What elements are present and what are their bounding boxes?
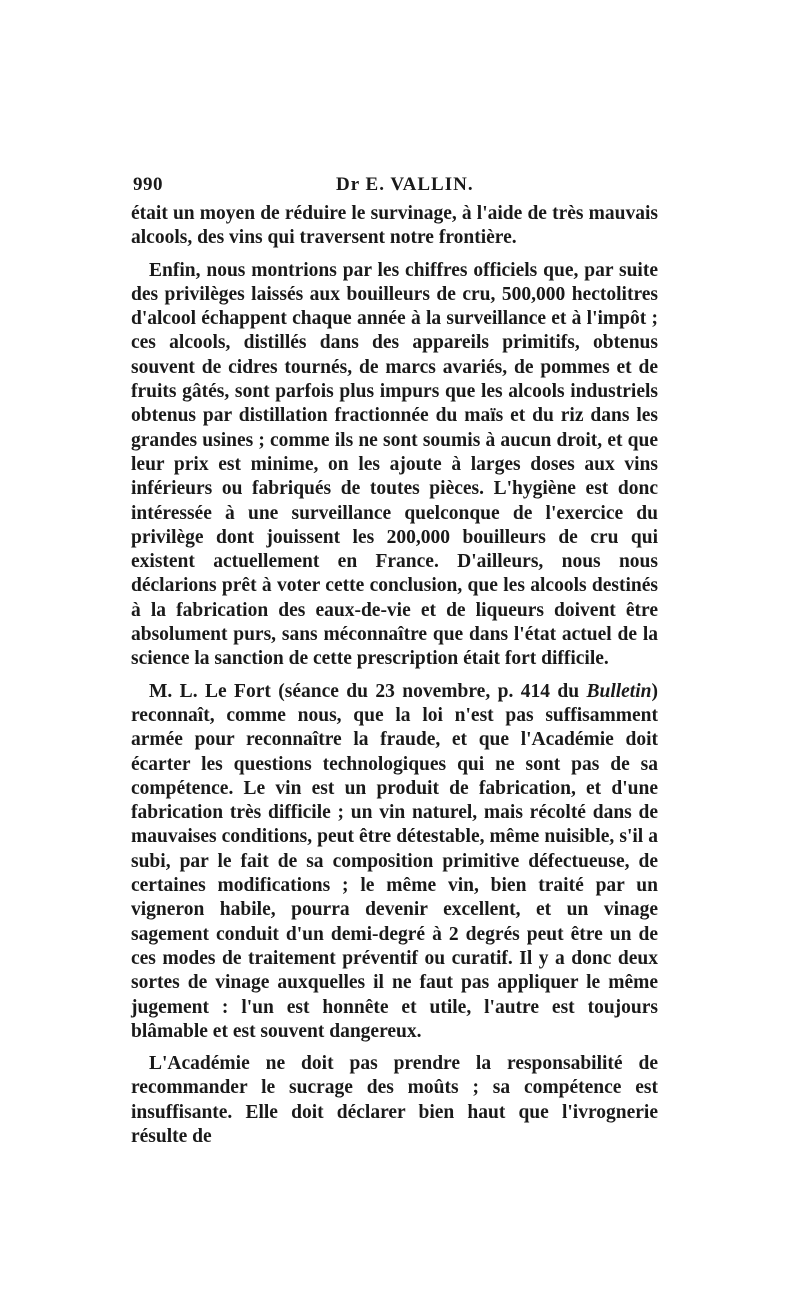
bulletin-title: Bulletin — [586, 680, 652, 702]
paragraph-4: L'Académie ne doit pas prendre la responsabilité de recommander le sucrage des moûts ; sa compétence est insuffisante. Elle doit déclarer bien haut que l'ivrognerie résulte de — [131, 1053, 658, 1147]
page-header — [131, 170, 658, 198]
book-page — [131, 170, 658, 1157]
paragraph-1: était un moyen de réduire le survinage, à l'aide de très mauvais alcools, des vins qui traversent notre frontière. — [131, 203, 658, 249]
paragraph-2: Enfin, nous montrions par les chiffres officiels que, par suite des privilèges laissés aux bouilleurs de cru, 500,000 hectolitres d'alcool échappent chaque année à la surveillance et à l'impôt ; ces alcools, distillés dans des appareils primitifs, obtenus souvent de cidres tournés, de marcs avariés, de pommes et de fruits gâtés, sont parfois plus impurs que les alcools industriels obtenus par distillation fractionnée du maïs et du riz dans les grandes usines ; comme ils ne sont soumis à aucun droit, et que leur prix est minime, on les ajoute à larges doses aux vins inférieurs ou fabriqués de toutes pièces. L'hygiène est donc intéressée à une surveillance quelconque de l'exercice du privilège dont jouissent les 200,000 bouilleurs de cru qui existent actuellement en France. D'ailleurs, nous nous déclarions prêt à voter cette conclusion, que les alcools destinés à la fabrication des eaux-de-vie et de liqueurs doivent être absolument purs, sans méconnaître que dans l'état actuel de la science la sanction de cette prescription était fort difficile. — [131, 259, 658, 670]
running-head: Dr E. VALLIN. — [336, 174, 474, 195]
page-number: 990 — [133, 174, 163, 195]
body-text — [131, 202, 658, 1149]
paragraph-3-start: M. L. Le Fort (séance du 23 novembre, p. 414 du — [149, 680, 587, 702]
paragraph-3 — [131, 680, 658, 1044]
paragraph-3-end: ) reconnaît, comme nous, que la loi n'est pas suffisamment armée pour reconnaître la fraude, et que l'Académie doit écarter les questions technologiques qui ne sont pas de sa compétence. Le vin est un produit de fabrication, et d'une fabrication très difficile ; un vin naturel, mais récolté dans de mauvaises conditions, peut être détestable, même nuisible, s'il a subi, par le fait de sa composition primitive défectueuse, de certaines modifications ; le même vin, bien traité par un vigneron habile, pourra devenir excellent, et un vinage sagement conduit d'un demi-degré à 2 degrés peut être un de ces modes de traitement préventif ou curatif. Il y a donc deux sortes de vinage auxquelles il ne faut pas appliquer le même jugement : l'un est honnête et utile, l'autre est toujours blâmable et est souvent dangereux. — [131, 680, 658, 1042]
